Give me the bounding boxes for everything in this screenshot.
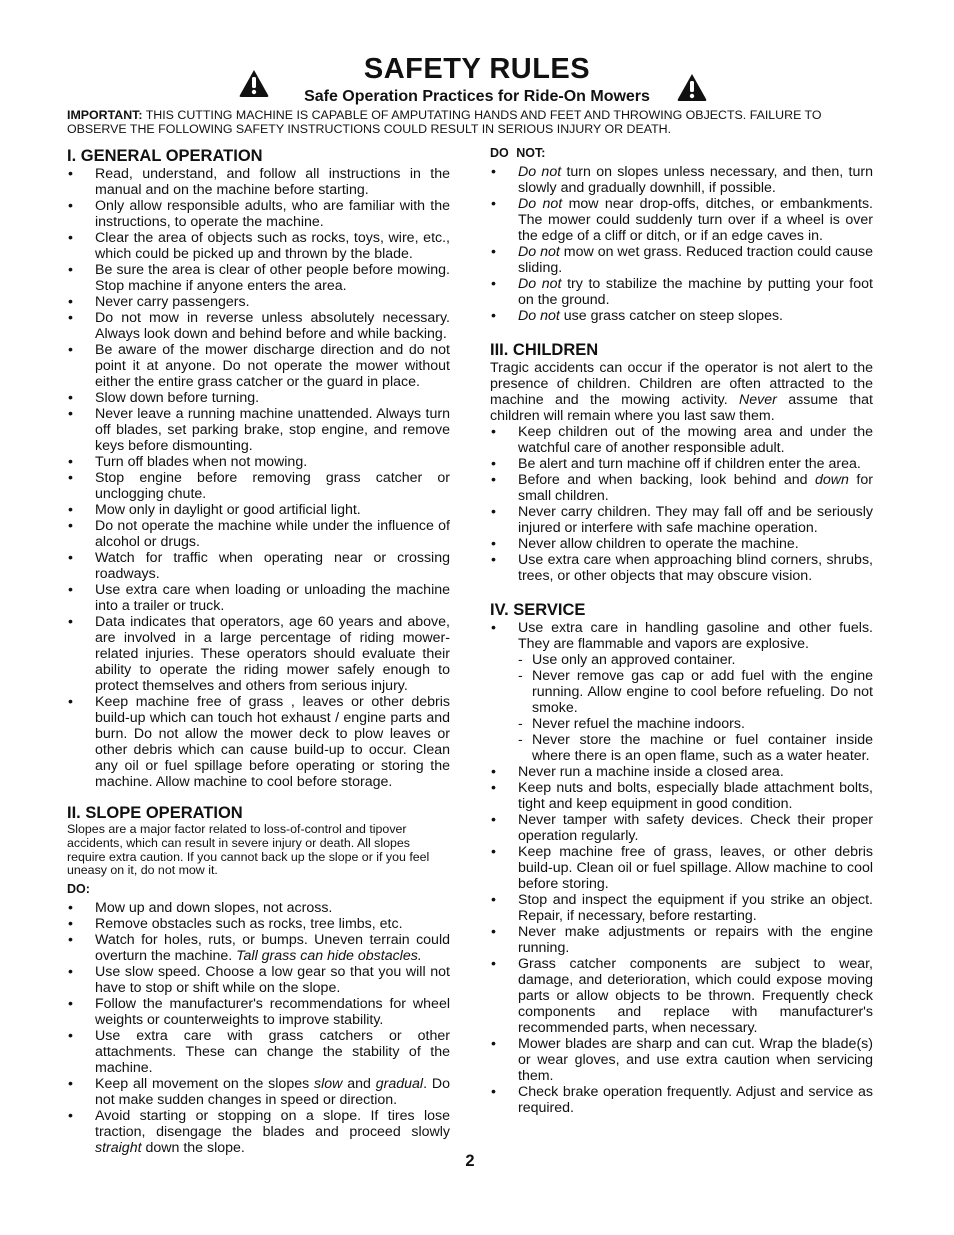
list-item-text: and: [342, 1076, 376, 1093]
list-item: [490, 424, 873, 456]
list-item: [490, 552, 873, 584]
list-item-text: Mow up and down slopes, not across.: [95, 900, 333, 917]
list-item-emphasis: down: [815, 472, 849, 488]
list-item-emphasis: slow: [314, 1076, 343, 1093]
list-item: • Read, understand, and follow all instructions in the manual and on the machine before starting.: [67, 166, 450, 198]
list-item: [490, 620, 873, 764]
list-item: [67, 964, 450, 996]
fuel-handling-sublist: [490, 652, 873, 764]
list-item: [490, 472, 873, 504]
right-column: [490, 146, 873, 1116]
list-item: [67, 1076, 450, 1108]
list-item-text: for small children.: [518, 472, 873, 504]
sub-list-item: - Never remove gas cap or add fuel with the engine running. Allow engine to cool before refueling. Do not smoke.: [490, 668, 873, 716]
list-item: [67, 996, 450, 1028]
list-item-emphasis: Do not: [518, 244, 560, 260]
list-item: • Check brake operation frequently. Adjust and service as required.: [490, 1084, 873, 1116]
list-item: • Clear the area of objects such as rocks, toys, wire, etc., which could be picked up and thrown by the blade.: [67, 230, 450, 262]
important-text: THIS CUTTING MACHINE IS CAPABLE OF AMPUTATING HANDS AND FEET AND THROWING OBJECTS. FAILURE TO OBSERVE THE FOLLOWING SAFETY INSTRUCTIONS COULD RESULT IN SERIOUS INJURY OR DEATH.: [67, 108, 822, 136]
slope-intro: Slopes are a major factor related to loss-of-control and tipover accidents, which can result in severe injury or death. All slopes require extra caution. If you cannot back up the slope or if you feel uneasy on it, do not mow it.: [67, 822, 430, 878]
list-item: • Mower blades are sharp and can cut. Wrap the blade(s) or wear gloves, and use extra caution when servicing them.: [490, 1036, 873, 1084]
list-item: • Do not mow in reverse unless absolutely necessary. Always look down and behind before and while backing.: [67, 310, 450, 342]
children-intro-text: Tragic accidents can occur if the operator is not alert to the presence of children. Children are often attracted to the machine and the mowing activity.: [490, 360, 873, 408]
list-item: [490, 456, 873, 472]
list-item: [490, 196, 873, 244]
list-item: • Keep machine free of grass , leaves or other debris build-up which can touch hot exhaust / engine parts and burn. Do not allow the mower deck to plow leaves or other debris which can cause build-up to occur. Clean any oil or fuel spillage before operating or storing the machine. Allow machine to cool before storage.: [67, 694, 450, 790]
list-item: [67, 900, 450, 916]
list-item: [67, 932, 450, 964]
list-item-text: . Do not make sudden changes in speed or direction.: [95, 1076, 450, 1109]
children-intro: [490, 360, 873, 424]
page-number: 2: [465, 1152, 475, 1170]
list-item: [490, 164, 873, 196]
list-item: [67, 1028, 450, 1076]
list-item-text: down the slope.: [141, 1140, 245, 1157]
left-column: [67, 146, 450, 1156]
list-item: [490, 504, 873, 536]
section-heading-service: IV. SERVICE: [490, 601, 586, 619]
section-heading-general-operation: I. GENERAL OPERATION: [67, 147, 263, 165]
do-not-label: DO NOT:: [490, 146, 546, 160]
list-item: • Be sure the area is clear of other people before mowing. Stop machine if anyone enters the area.: [67, 262, 450, 294]
list-item: • Watch for traffic when operating near or crossing roadways.: [67, 550, 450, 582]
list-item-text: Never allow children to operate the machine.: [518, 536, 799, 552]
list-item-emphasis: straight: [95, 1140, 142, 1157]
service-list-continued: [490, 764, 873, 1116]
list-item: • Only allow responsible adults, who are familiar with the instructions, to operate the machine.: [67, 198, 450, 230]
list-item-text: mow near drop-offs, ditches, or embankments. The mower could suddenly turn over if a wheel is over the edge of a cliff or ditch, or if an edge caves in.: [518, 196, 873, 244]
list-item-emphasis: Do not: [518, 164, 562, 180]
section-heading-children: III. CHILDREN: [490, 341, 599, 359]
list-item: [490, 276, 873, 308]
list-item-text: Follow the manufacturer's recommendations for wheel weights or counterweights to improve stability.: [95, 996, 450, 1029]
list-item-text: turn on slopes unless necessary, and then, turn slowly and gradually downhill, if possible.: [518, 164, 873, 196]
list-item-text: Use slow speed. Choose a low gear so that you will not have to stop or shift while on the slope.: [95, 964, 450, 997]
list-item: [67, 1108, 450, 1156]
list-item-emphasis: gradual: [375, 1076, 424, 1093]
important-notice: [67, 108, 877, 136]
children-list: [490, 424, 873, 584]
list-item: • Data indicates that operators, age 60 years and above, are involved in a large percentage of riding mower-related injuries. These operators should evaluate their ability to operate the riding mower safely enough to protect themselves and others from serious injury.: [67, 614, 450, 694]
list-item: • Slow down before turning.: [67, 390, 450, 406]
list-item: • Grass catcher components are subject to wear, damage, and deterioration, which could expose moving parts or allow objects to be thrown. Frequently check components and replace with manufacturer's recommended parts, when necessary.: [490, 956, 873, 1036]
list-item-text: Before and when backing, look behind and: [518, 472, 816, 488]
children-intro-text-end: assume that children will remain where you last saw them.: [490, 392, 873, 424]
important-label: IMPORTANT:: [67, 108, 143, 122]
list-item: • Stop and inspect the equipment if you strike an object. Repair, if necessary, before restarting.: [490, 892, 873, 924]
list-item: • Never carry passengers.: [67, 294, 450, 310]
list-item-text: use grass catcher on steep slopes.: [559, 308, 783, 324]
list-item-emphasis: Do not: [518, 196, 563, 212]
list-item: • Be aware of the mower discharge direction and do not point it at anyone. Do not operate the mower without either the entire grass catcher or the guard in place.: [67, 342, 450, 390]
list-item-text: Avoid starting or stopping on a slope. If tires lose traction, disengage the blades and proceed slowly: [95, 1108, 450, 1141]
page-subtitle: Safe Operation Practices for Ride-On Mowers: [304, 88, 650, 105]
slope-do-list: [67, 900, 450, 1156]
list-item: • Never leave a running machine unattended. Always turn off blades, set parking brake, stop engine, and remove keys before dismounting.: [67, 406, 450, 454]
list-item-text: Keep children out of the mowing area and under the watchful care of another responsible adult.: [518, 424, 873, 456]
slope-do-not-list: [490, 164, 873, 324]
list-item-emphasis: Tall grass can hide obstacles.: [236, 948, 422, 965]
service-list: [490, 620, 873, 764]
list-item-text: Use extra care when approaching blind corners, shrubs, trees, or other objects that may obscure vision.: [518, 552, 873, 584]
list-item-text: Use extra care with grass catchers or other attachments. These can change the stability of the machine.: [95, 1028, 450, 1077]
list-item-text: try to stabilize the machine by putting your foot on the ground.: [518, 276, 873, 308]
list-item: • Do not operate the machine while under the influence of alcohol or drugs.: [67, 518, 450, 550]
list-item-text: mow on wet grass. Reduced traction could cause sliding.: [518, 244, 873, 276]
list-item-text: Watch for holes, ruts, or bumps. Uneven terrain could overturn the machine.: [95, 932, 450, 965]
list-item: • Keep machine free of grass, leaves, or other debris build-up. Clean oil or fuel spillage. Allow machine to cool before storing.: [490, 844, 873, 892]
list-item: [490, 244, 873, 276]
list-item: • Use extra care when loading or unloading the machine into a trailer or truck.: [67, 582, 450, 614]
list-item-text: Use extra care in handling gasoline and other fuels. They are flammable and vapors are explosive.: [518, 620, 873, 652]
children-intro-emphasis: Never: [739, 392, 777, 408]
list-item: • Never run a machine inside a closed area.: [490, 764, 873, 780]
list-item: • Never make adjustments or repairs with the engine running.: [490, 924, 873, 956]
list-item-text: Be alert and turn machine off if children enter the area.: [518, 456, 861, 472]
list-item-emphasis: Do not: [518, 308, 560, 324]
list-item: • Never tamper with safety devices. Check their proper operation regularly.: [490, 812, 873, 844]
list-item: [67, 916, 450, 932]
page-title: SAFETY RULES: [363, 53, 591, 85]
list-item: • Mow only in daylight or good artificial light.: [67, 502, 450, 518]
sub-list-item: - Never store the machine or fuel container inside where there is an open flame, such as a water heater.: [490, 732, 873, 764]
list-item-text: Remove obstacles such as rocks, tree limbs, etc.: [95, 916, 403, 933]
list-item: [490, 308, 873, 324]
list-item: • Keep nuts and bolts, especially blade attachment bolts, tight and keep equipment in good condition.: [490, 780, 873, 812]
sub-list-item: - Never refuel the machine indoors.: [490, 716, 873, 732]
list-item-emphasis: Do not: [518, 276, 562, 292]
list-item-text: Never carry children. They may fall off and be seriously injured or interfere with safe machine operation.: [518, 504, 873, 536]
general-operation-list: [67, 166, 450, 790]
list-item: [490, 536, 873, 552]
list-item: • Turn off blades when not mowing.: [67, 454, 450, 470]
section-heading-slope-operation: II. SLOPE OPERATION: [67, 804, 243, 822]
sub-list-item: - Use only an approved container.: [490, 652, 873, 668]
list-item: • Stop engine before removing grass catcher or unclogging chute.: [67, 470, 450, 502]
list-item-text: Keep all movement on the slopes: [95, 1076, 315, 1093]
do-label: DO:: [67, 882, 90, 897]
